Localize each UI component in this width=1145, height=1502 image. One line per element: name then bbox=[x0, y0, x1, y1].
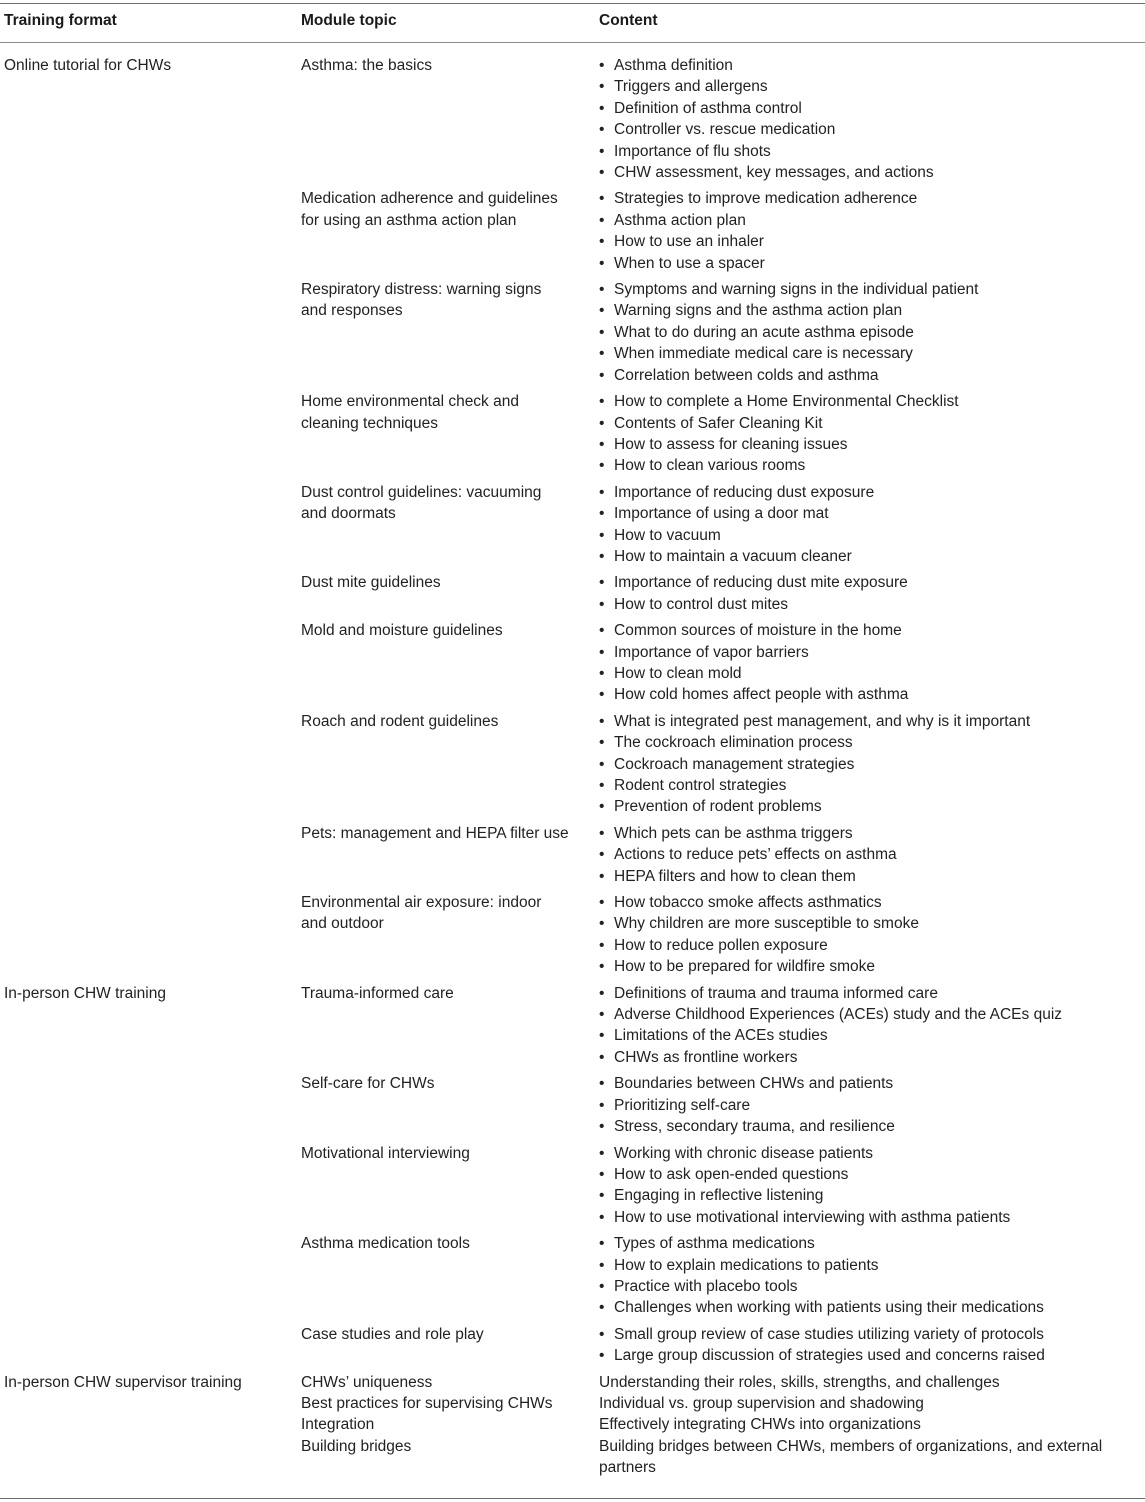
content-cell bbox=[599, 482, 1129, 568]
content-bullet-item: • Cockroach management strategies bbox=[599, 754, 1129, 775]
table-row bbox=[0, 711, 1145, 818]
content-bullet-list bbox=[599, 892, 1129, 978]
content-cell bbox=[599, 188, 1129, 274]
table-row bbox=[0, 892, 1145, 978]
content-bullet-item: • The cockroach elimination process bbox=[599, 732, 1129, 753]
content-bullet-item: • CHW assessment, key messages, and actions bbox=[599, 162, 1129, 183]
content-bullet-item: • How to assess for cleaning issues bbox=[599, 434, 1129, 455]
content-bullet-list bbox=[599, 620, 1129, 706]
content-cell: Effectively integrating CHWs into organizations bbox=[599, 1416, 921, 1434]
content-bullet-item: • Definition of asthma control bbox=[599, 98, 1129, 119]
content-bullet-item: • Limitations of the ACEs studies bbox=[599, 1025, 1129, 1046]
content-bullet-item: • Working with chronic disease patients bbox=[599, 1143, 1129, 1164]
table-row bbox=[0, 1233, 1145, 1319]
content-bullet-item: • Warning signs and the asthma action plan bbox=[599, 300, 1129, 321]
content-bullet-item: • Symptoms and warning signs in the individual patient bbox=[599, 279, 1129, 300]
module-topic-cell: Dust control guidelines: vacuuming and doormats bbox=[301, 483, 542, 523]
table-body bbox=[0, 55, 1145, 1479]
content-bullet-item: • Types of asthma medications bbox=[599, 1233, 1129, 1254]
content-bullet-item: • Small group review of case studies utilizing variety of protocols bbox=[599, 1324, 1129, 1345]
module-topic-cell: Medication adherence and guidelines for using an asthma action plan bbox=[301, 190, 558, 229]
content-cell bbox=[599, 620, 1129, 706]
table-row bbox=[0, 1436, 1145, 1479]
content-bullet-list bbox=[599, 55, 1129, 183]
table-row bbox=[0, 55, 1145, 183]
content-bullet-list bbox=[599, 188, 1129, 274]
module-topic-cell: Building bridges bbox=[301, 1437, 412, 1455]
table-row bbox=[0, 620, 1145, 706]
content-bullet-item: • What to do during an acute asthma episode bbox=[599, 322, 1129, 343]
content-bullet-item: • Prioritizing self-care bbox=[599, 1095, 1129, 1116]
module-topic-cell: Respiratory distress: warning signs and responses bbox=[301, 281, 542, 320]
table-row bbox=[0, 572, 1145, 615]
content-bullet-item: • Correlation between colds and asthma bbox=[599, 365, 1129, 386]
module-topic-cell: Self-care for CHWs bbox=[301, 1075, 435, 1093]
table-row bbox=[0, 1073, 1145, 1137]
content-bullet-list bbox=[599, 482, 1129, 568]
content-cell bbox=[599, 1324, 1129, 1367]
content-bullet-item: • How tobacco smoke affects asthmatics bbox=[599, 892, 1129, 913]
module-topic-cell: Roach and rodent guidelines bbox=[301, 712, 499, 730]
content-bullet-item: • Contents of Safer Cleaning Kit bbox=[599, 413, 1129, 434]
content-bullet-item: • Actions to reduce pets’ effects on asthma bbox=[599, 844, 1129, 865]
module-topic-cell: Motivational interviewing bbox=[301, 1144, 470, 1162]
module-topic-cell: Pets: management and HEPA filter use bbox=[301, 824, 569, 842]
content-bullet-item: • Importance of reducing dust exposure bbox=[599, 482, 1129, 503]
content-bullet-item: • How to be prepared for wildfire smoke bbox=[599, 956, 1129, 977]
content-bullet-item: • How to clean various rooms bbox=[599, 455, 1129, 476]
content-cell bbox=[599, 279, 1129, 386]
module-topic-cell: Asthma medication tools bbox=[301, 1235, 470, 1253]
content-bullet-item: • How cold homes affect people with asthma bbox=[599, 684, 1129, 705]
table-row bbox=[0, 1324, 1145, 1367]
content-bullet-item: • When to use a spacer bbox=[599, 253, 1129, 274]
content-bullet-item: • Definitions of trauma and trauma informed care bbox=[599, 983, 1129, 1004]
module-topic-cell: Integration bbox=[301, 1416, 375, 1434]
content-bullet-item: • Strategies to improve medication adherence bbox=[599, 188, 1129, 209]
table-row bbox=[0, 1372, 1145, 1393]
module-topic-cell: Home environmental check and cleaning techniques bbox=[301, 393, 519, 432]
content-bullet-item: • How to control dust mites bbox=[599, 594, 1129, 615]
table-row bbox=[0, 983, 1145, 1069]
content-bullet-item: • What is integrated pest management, and why is it important bbox=[599, 711, 1129, 732]
table-bottom-rule bbox=[0, 1498, 1145, 1499]
content-bullet-item: • Importance of flu shots bbox=[599, 141, 1129, 162]
content-bullet-item: • Asthma action plan bbox=[599, 210, 1129, 231]
table-row bbox=[0, 279, 1145, 386]
content-cell bbox=[599, 983, 1129, 1069]
header-training-format: Training format bbox=[4, 12, 117, 29]
content-cell bbox=[599, 823, 1129, 887]
content-cell bbox=[599, 1073, 1129, 1137]
content-cell bbox=[599, 1233, 1129, 1319]
content-bullet-item: • Stress, secondary trauma, and resilience bbox=[599, 1116, 1129, 1137]
content-cell bbox=[599, 711, 1129, 818]
training-format-cell: In-person CHW supervisor training bbox=[4, 1373, 242, 1391]
content-bullet-item: • Challenges when working with patients using their medications bbox=[599, 1297, 1129, 1318]
table-row bbox=[0, 823, 1145, 887]
content-bullet-item: • Which pets can be asthma triggers bbox=[599, 823, 1129, 844]
content-bullet-item: • Practice with placebo tools bbox=[599, 1276, 1129, 1297]
table-top-rule bbox=[0, 3, 1145, 4]
content-cell bbox=[599, 391, 1129, 477]
content-bullet-item: • How to clean mold bbox=[599, 663, 1129, 684]
module-topic-cell: Environmental air exposure: indoor and outdoor bbox=[301, 894, 542, 933]
content-cell: Individual vs. group supervision and shadowing bbox=[599, 1394, 924, 1412]
module-topic-cell: Case studies and role play bbox=[301, 1325, 484, 1343]
content-bullet-item: • How to vacuum bbox=[599, 525, 1129, 546]
header-rule bbox=[0, 42, 1145, 43]
content-bullet-item: • How to use an inhaler bbox=[599, 231, 1129, 252]
content-bullet-list bbox=[599, 1143, 1129, 1229]
content-bullet-item: • How to use motivational interviewing with asthma patients bbox=[599, 1207, 1129, 1228]
content-bullet-list bbox=[599, 1233, 1129, 1319]
content-cell bbox=[599, 55, 1129, 183]
content-bullet-list bbox=[599, 823, 1129, 887]
table-row bbox=[0, 391, 1145, 477]
content-bullet-item: • Importance of vapor barriers bbox=[599, 642, 1129, 663]
content-bullet-item: • Why children are more susceptible to smoke bbox=[599, 913, 1129, 934]
content-bullet-item: • Rodent control strategies bbox=[599, 775, 1129, 796]
content-cell: Understanding their roles, skills, strengths, and challenges bbox=[599, 1373, 1000, 1391]
table-row bbox=[0, 482, 1145, 568]
content-cell bbox=[599, 892, 1129, 978]
content-bullet-item: • How to maintain a vacuum cleaner bbox=[599, 546, 1129, 567]
content-bullet-item: • HEPA filters and how to clean them bbox=[599, 866, 1129, 887]
training-format-cell: In-person CHW training bbox=[4, 984, 166, 1002]
module-topic-cell: Best practices for supervising CHWs bbox=[301, 1394, 553, 1412]
content-cell bbox=[599, 572, 1129, 615]
module-topic-cell: Mold and moisture guidelines bbox=[301, 622, 503, 640]
content-bullet-item: • CHWs as frontline workers bbox=[599, 1047, 1129, 1068]
content-bullet-list bbox=[599, 711, 1129, 818]
content-bullet-item: • Controller vs. rescue medication bbox=[599, 119, 1129, 140]
module-topic-cell: Trauma-informed care bbox=[301, 984, 454, 1002]
module-topic-cell: Dust mite guidelines bbox=[301, 574, 441, 592]
content-bullet-list bbox=[599, 391, 1129, 477]
content-bullet-item: • How to explain medications to patients bbox=[599, 1255, 1129, 1276]
content-bullet-item: • Common sources of moisture in the home bbox=[599, 620, 1129, 641]
table-row bbox=[0, 188, 1145, 274]
content-bullet-item: • Importance of reducing dust mite exposure bbox=[599, 572, 1129, 593]
content-bullet-item: • Prevention of rodent problems bbox=[599, 796, 1129, 817]
content-bullet-item: • Importance of using a door mat bbox=[599, 503, 1129, 524]
header-module-topic: Module topic bbox=[301, 12, 397, 29]
content-bullet-item: • When immediate medical care is necessary bbox=[599, 343, 1129, 364]
content-bullet-item: • Large group discussion of strategies used and concerns raised bbox=[599, 1345, 1129, 1366]
content-bullet-list bbox=[599, 279, 1129, 386]
training-format-cell: Online tutorial for CHWs bbox=[4, 57, 172, 74]
content-bullet-list bbox=[599, 572, 1129, 615]
content-bullet-list bbox=[599, 1324, 1129, 1367]
content-bullet-list bbox=[599, 1073, 1129, 1137]
header-content: Content bbox=[599, 12, 658, 29]
table-row bbox=[0, 1414, 1145, 1435]
module-topic-cell: CHWs’ uniqueness bbox=[301, 1373, 433, 1391]
content-bullet-item: • Boundaries between CHWs and patients bbox=[599, 1073, 1129, 1094]
table-row bbox=[0, 1143, 1145, 1229]
module-topic-cell: Asthma: the basics bbox=[301, 57, 432, 74]
table-header bbox=[0, 12, 1145, 34]
content-bullet-item: • How to reduce pollen exposure bbox=[599, 935, 1129, 956]
content-bullet-item: • Triggers and allergens bbox=[599, 76, 1129, 97]
content-bullet-item: • Asthma definition bbox=[599, 55, 1129, 76]
content-bullet-item: • How to ask open-ended questions bbox=[599, 1164, 1129, 1185]
content-bullet-list bbox=[599, 983, 1129, 1069]
content-bullet-item: • How to complete a Home Environmental Checklist bbox=[599, 391, 1129, 412]
content-cell: Building bridges between CHWs, members of organizations, and external partners bbox=[599, 1437, 1103, 1477]
content-bullet-item: • Engaging in reflective listening bbox=[599, 1185, 1129, 1206]
content-bullet-item: • Adverse Childhood Experiences (ACEs) study and the ACEs quiz bbox=[599, 1004, 1129, 1025]
table-row bbox=[0, 1393, 1145, 1414]
content-cell bbox=[599, 1143, 1129, 1229]
